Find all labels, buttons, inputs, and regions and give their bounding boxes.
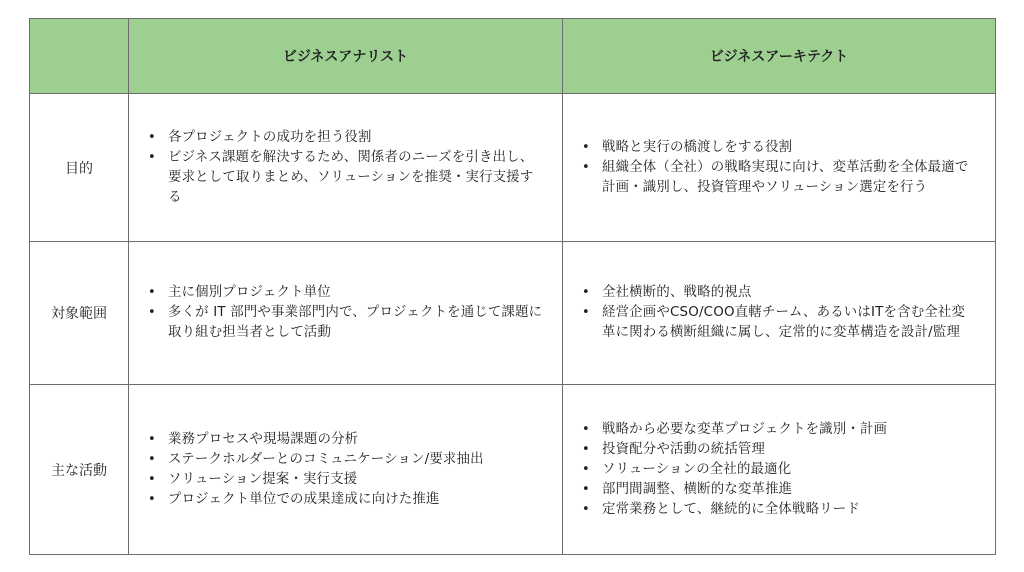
list-item: • 定常業務として、継続的に全体戦略リード (602, 500, 976, 520)
row-label-scope: 対象範囲 (30, 242, 129, 385)
cell-analyst-purpose (129, 94, 563, 242)
bullet-list (130, 430, 561, 510)
list-item: • 多くが IT 部門や事業部門内で、プロジェクトを通じて課題に取り組む担当者として活動 (168, 303, 543, 343)
list-item: • 全社横断的、戦略的視点 (602, 283, 976, 303)
cell-architect-purpose (563, 94, 996, 242)
row-label-activities: 主な活動 (30, 385, 129, 555)
list-item: • ステークホルダーとのコミュニケーション/要求抽出 (168, 450, 543, 470)
header-row (30, 19, 996, 94)
list-item: • ビジネス課題を解決するため、関係者のニーズを引き出し、要求として取りまとめ、ソリューションを推奨・実行支援する (168, 148, 543, 208)
list-item: • 組織全体（全社）の戦略実現に向け、変革活動を全体最適で計画・識別し、投資管理やソリューション選定を行う (602, 158, 976, 198)
table-row-purpose (30, 94, 996, 242)
cell-architect-scope (563, 242, 996, 385)
bullet-list (130, 283, 561, 343)
comparison-table-container (29, 18, 996, 555)
list-item: • 主に個別プロジェクト単位 (168, 283, 543, 303)
table-row-scope (30, 242, 996, 385)
bullet-list (564, 283, 994, 343)
list-item: • 経営企画やCSO/COO直轄チーム、あるいはITを含む全社変革に関わる横断組織に属し、定常的に変革構造を設計/監理 (602, 303, 976, 343)
bullet-list (130, 128, 561, 208)
cell-architect-activities (563, 385, 996, 555)
header-corner-cell (30, 19, 129, 94)
list-item: • 投資配分や活動の統括管理 (602, 440, 976, 460)
cell-analyst-scope (129, 242, 563, 385)
list-item: • 戦略から必要な変革プロジェクトを識別・計画 (602, 420, 976, 440)
list-item: • 業務プロセスや現場課題の分析 (168, 430, 543, 450)
bullet-list (564, 420, 994, 520)
comparison-table (29, 18, 996, 555)
header-business-analyst: ビジネスアナリスト (129, 19, 563, 94)
list-item: • ソリューション提案・実行支援 (168, 470, 543, 490)
list-item: • 部門間調整、横断的な変革推進 (602, 480, 976, 500)
table-row-activities (30, 385, 996, 555)
list-item: • プロジェクト単位での成果達成に向けた推進 (168, 490, 543, 510)
header-business-architect: ビジネスアーキテクト (563, 19, 996, 94)
cell-analyst-activities (129, 385, 563, 555)
list-item: • 各プロジェクトの成功を担う役割 (168, 128, 543, 148)
row-label-purpose: 目的 (30, 94, 129, 242)
list-item: • 戦略と実行の橋渡しをする役割 (602, 138, 976, 158)
bullet-list (564, 138, 994, 198)
list-item: • ソリューションの全社的最適化 (602, 460, 976, 480)
